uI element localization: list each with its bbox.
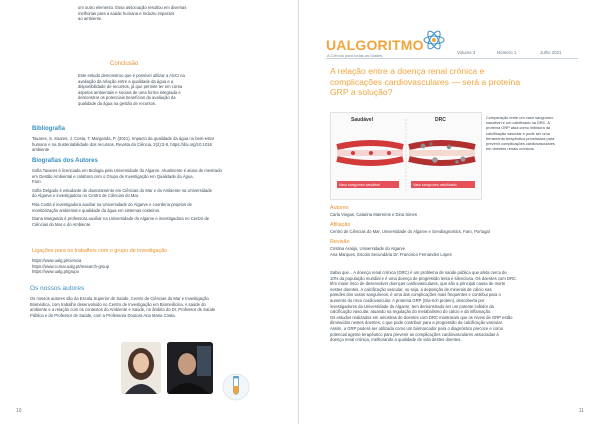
conclusion-line: qualidade da água na gestão de recursos. (78, 100, 157, 106)
conclusion-line: demonstrar os potenciais benefícios da avaliação da (78, 95, 176, 101)
contacts-line: Pública e do Professor de Saúde, com a Professora Doutora Ana Maria Costa. (30, 312, 176, 318)
page-number-left: 10 (16, 408, 22, 414)
body-line: aumento do risco cardiovascular. A proteína GRP (Gla-rich protein), descoberta por (330, 297, 485, 303)
vessel-figure (330, 112, 482, 200)
article-body (330, 270, 584, 343)
review-heading: Revisão (330, 239, 350, 245)
contacts-paragraph (30, 296, 290, 318)
authors-line: Carla Viegas, Catarina Marreiros e Dina Simes (330, 212, 417, 217)
author-bio-line: monitorização ambiental e qualidade da água em sistemas costeiros. (32, 207, 161, 213)
intro-paragraph (78, 5, 288, 22)
caption-line: ferramenta terapêutica promissora para (486, 135, 555, 141)
conclusion-line: Este estudo demonstrou que é possível utilizar a ASCI na (78, 73, 185, 78)
author-bio (32, 216, 287, 227)
author-bios (32, 168, 287, 227)
review-list (330, 246, 580, 257)
conclusion-line: aspetos ambientais e sociais de uma forma integrada e (78, 89, 181, 95)
body-line: têm maior risco de desenvolver doenças cardiovasculares, que são a principal causa de morte (330, 281, 506, 287)
contacts-line: Os nossos autores são da Escola Superior de Saúde, Centro de Ciências do Mar e Investigação (30, 296, 209, 301)
author-bio-line: Ciências do Mar e do Ambiente. (32, 221, 92, 227)
caption-line: Comparação entre um vaso sanguíneo (486, 115, 554, 120)
body-line: paredes dos vasos sanguíneos, é uma das complicações mais frequentes e contribui para o (330, 292, 501, 298)
contacts-line: Biomédica, com trabalho desenvolvido no Centro de Investigação em Biomedicina. A saúde do (30, 301, 206, 307)
conclusion-line: avaliação da relação entre a qualidade da água e a (78, 78, 174, 84)
author-bio (32, 188, 287, 199)
conclusion-heading: Conclusão (110, 61, 139, 67)
date-label: Julho 2021 (540, 50, 562, 55)
body-line: 10% da população mundial e é uma doença de progressão lenta e silenciosa. Os doentes com DRC (330, 275, 516, 281)
affiliation-line: Centro de Ciências do Mar, Universidade do Algarve e Gendiagnostics, Faro, Portugal (330, 229, 490, 234)
bibliography-list (32, 136, 287, 153)
left-page (0, 0, 299, 424)
author-bio-line: Sofia Tavares é licenciada em Biologia pela Universidade do Algarve. Atualmente é aluna de mestrado (32, 168, 222, 173)
research-link[interactable]: https://www.ualg.pt/ciencia (32, 258, 82, 263)
test-tube-icon (222, 372, 250, 402)
caption-line: em doentes renais crónicos. (486, 146, 535, 152)
bibliography-heading: Bibliografia (32, 126, 66, 132)
figure-caption-ckd: Vaso sanguíneo calcificado (411, 181, 475, 188)
author-bio-line: Sofia Delgado é estudante de doutoramento em Ciências do Mar e do Ambiente na Universidade (32, 187, 212, 193)
author-bio (32, 202, 287, 213)
contacts-heading: Os nossos autores (30, 285, 85, 292)
intro-line: um outro elemento. Essa associação resultou em diversas (78, 5, 187, 10)
author-bio-line: Diana Margarida é professora auxiliar na Universidade do Algarve e investigadora no Centro de (32, 216, 210, 222)
links-list (32, 258, 287, 275)
bibliography-line: ambiente (32, 147, 50, 153)
article-title: A relação entre a doença renal crónica e complicações cardiovasculares — será a proteína GRP a solução? (330, 66, 521, 97)
page-number-right: 11 (578, 408, 584, 414)
reviewer-line: Cristina Araújo, Universidade do Algarve (330, 246, 405, 251)
body-line: Os estudos realizados em amostras de doentes com DRC mostraram que os níveis de GRP estão (330, 314, 513, 320)
figure-caption-healthy: Vaso sanguíneo saudável (337, 181, 399, 188)
affiliation-heading: Afiliação (330, 222, 351, 228)
conclusion-paragraph (78, 73, 288, 107)
intro-line: melhorias para a saúde humana e reduziu impactos (78, 10, 175, 16)
figure-caption (486, 115, 586, 151)
figure-label-healthy: Saudável (351, 117, 373, 123)
issue-label: Número 1 (497, 50, 517, 55)
caption-line: proteína GRP atua como inibidora da (486, 125, 551, 131)
intro-line: ao ambiente. (78, 16, 103, 22)
author-bio-line: Faro. (32, 179, 42, 185)
body-line: diminuídos nestes doentes, o que pode contribuir para a progressão da calcificação vascular. (330, 320, 503, 326)
research-link[interactable]: https://www.ualg.pt/grupo (32, 269, 80, 275)
body-line: Sabia que... A doença renal crónica (DRC) é um problema de saúde pública que afeta cerca de (330, 270, 507, 275)
body-line: nestes doentes. A calcificação vascular, ou seja, a deposição de minerais de cálcio nas (330, 286, 492, 292)
conclusion-line: disponibilidade de recursos, já que permite ter em conta (78, 84, 183, 90)
bibliography-line: humano e na Sustentabilidade dos recursos. Revista da Ciência, 2(2):3-8. https://doi.org/10.1016 (32, 141, 212, 147)
brand-tagline: A Ciência para todas as Idades (327, 53, 383, 58)
caption-line: calcificação vascular e pode ser uma (486, 130, 550, 136)
figure-label-ckd: DRC (435, 117, 446, 123)
contacts-line: ambiente e a relação com os contextos do Ambiente e Saúde, no âmbito do Dr. Professor de Saúde (30, 307, 216, 313)
author-bio-line: em Gestão Ambiental e colabora com o Grupo de Investigação em Qualidade da Água. (32, 173, 194, 179)
reviewer-line: Ana Marques, Escola Secundária Dr. Francisco Fernandes Lopes (330, 251, 452, 257)
author-bio-line: do Algarve e investigadora no Centro de Ciências do Mar. (32, 193, 140, 199)
right-page (300, 0, 600, 424)
authors-heading: Autores (330, 205, 349, 211)
author-photo-1 (121, 342, 161, 394)
atom-logo-icon (422, 28, 446, 52)
brand-logo-text: UALGORITMO (326, 37, 424, 53)
links-heading: Ligações para os trabalhos com o grupo de investigação (32, 248, 168, 254)
header-divider (326, 58, 578, 59)
body-line: Assim, a GRP poderá ser utilizada como um biomarcador para o diagnóstico precoce e como (330, 325, 504, 331)
body-line: doença renal crónica, melhorando a qualidade de vida destes doentes. (330, 337, 462, 343)
author-bio-line: Rita Costa é investigadora auxiliar na Universidade do Algarve e coordena projetos de (32, 201, 192, 207)
caption-line: prevenir complicações cardiovasculares (486, 141, 555, 147)
caption-line: saudável e um calcificado na DRC. A (486, 120, 551, 126)
body-line: calcificação vascular, atuando na regulação do metabolismo do cálcio e da inflamação. (330, 309, 492, 315)
volume-label: Volume 3 (457, 50, 476, 55)
research-link[interactable]: https://www.ccmar.ualg.pt/research-group (32, 263, 110, 269)
body-line: potencial agente terapêutico para prevenir as complicações cardiovasculares associadas à (330, 331, 499, 337)
authors-bio-heading: Biografias dos Autores (32, 158, 98, 164)
body-line: investigadores da Universidade do Algarve, tem demonstrado ser um potente inibidor da (330, 303, 494, 309)
author-photo-2 (167, 342, 213, 394)
bibliography-line: Tavares, S. Soares, J. Costa, T. Margarida, P. (2021). Impacto da qualidade da água no bem-estar (32, 136, 215, 141)
author-bio (32, 168, 287, 185)
